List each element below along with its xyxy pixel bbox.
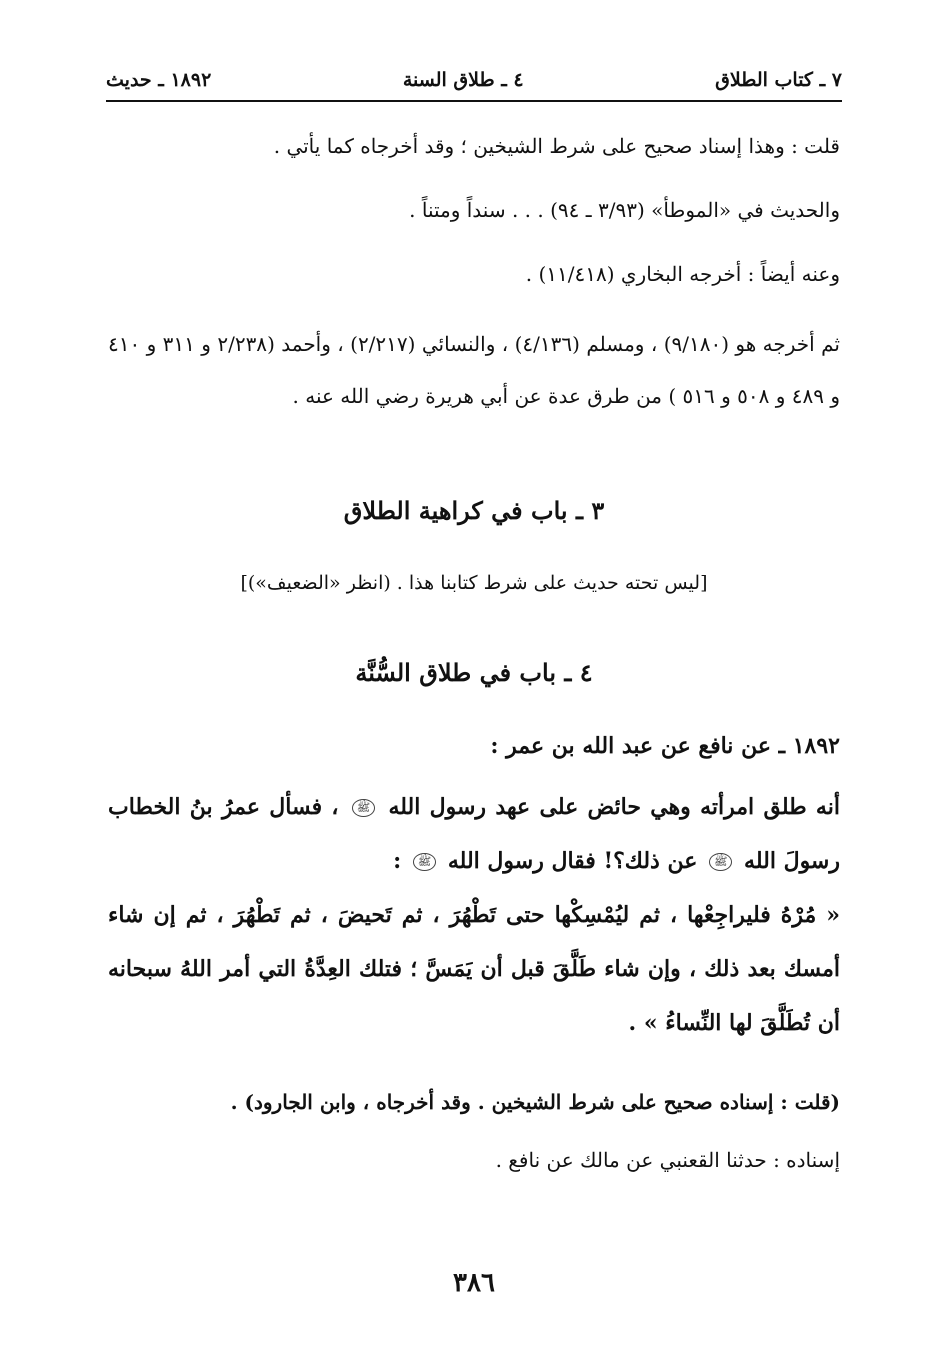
running-header <box>106 60 842 102</box>
paragraph-muwatta-ref: والحديث في «الموطأ» (٣/٩٣ ـ ٩٤) . . . سنداً ومتناً . <box>409 198 840 222</box>
narration-part-4: : <box>393 848 402 874</box>
chapter-3-title: ٣ ـ باب في كراهية الطلاق <box>343 496 605 525</box>
hadith-comment: (قلت : إسناده صحيح على شرط الشيخين . وقد أخرجاه ، وابن الجارود) . <box>230 1090 840 1114</box>
salutation-icon: ﷺ <box>413 853 436 871</box>
hadith-intro: ١٨٩٢ ـ عن نافع عن عبد الله بن عمر : <box>490 733 840 759</box>
narration-part-1: أنه طلق امرأته وهي حائض على عهد رسول الله <box>388 794 840 820</box>
salutation-icon: ﷺ <box>709 853 732 871</box>
hadith-narration <box>108 780 840 888</box>
narration-part-2: ، فسأل عمرُ بنُ الخطاب رسولَ الله <box>108 794 840 874</box>
header-chapter: ٧ ـ كتاب الطلاق <box>715 69 842 91</box>
hadith-isnad: إسناده : حدثنا القعنبي عن مالك عن نافع . <box>495 1148 840 1172</box>
hadith-text: « مُرْهُ فليراجِعْها ، ثم ليُمْسِكْها حتى تَطْهُرَ ، ثم تَحيضَ ، ثم تَطْهُرَ ، ثم إن شاء أمسك بعد ذلك ، وإن شاء طَلَّقَ قبل أن يَمَسَّ ؛ فتلك العِدَّةُ التي أمر اللهُ سبحانه أن تُطَلَّقَ لها النِّساءُ » . <box>108 902 840 1036</box>
chapter-3-note: [ليس تحته حديث على شرط كتابنا هذا . (انظر «الضعيف»)] <box>240 572 708 594</box>
narration-part-3: عن ذلك؟! فقال رسول الله <box>447 848 698 874</box>
header-section: ٤ ـ طلاق السنة <box>402 69 524 91</box>
paragraph-other-refs: ثم أخرجه هو (٩/١٨٠) ، ومسلم (٤/١٣٦) ، والنسائي (٢/٢١٧) ، وأحمد (٢/٢٣٨ و ٣١١ و ٤١٠ و ٤٨٩ و ٥٠٨ و ٥١٦ ) من طرق عدة عن أبي هريرة رضي الله عنه . <box>108 332 840 408</box>
salutation-icon: ﷺ <box>352 799 375 817</box>
chapter-4-title: ٤ ـ باب في طلاق السُّنَّة <box>355 658 593 687</box>
paragraph-bukhari-ref: وعنه أيضاً : أخرجه البخاري (١١/٤١٨) . <box>525 262 840 286</box>
page-number: ٣٨٦ <box>453 1268 495 1298</box>
paragraph-isnad-note: قلت : وهذا إسناد صحيح على شرط الشيخين ؛ وقد أخرجاه كما يأتي . <box>273 134 840 158</box>
header-hadith-ref: ١٨٩٢ ـ حديث <box>106 69 212 91</box>
